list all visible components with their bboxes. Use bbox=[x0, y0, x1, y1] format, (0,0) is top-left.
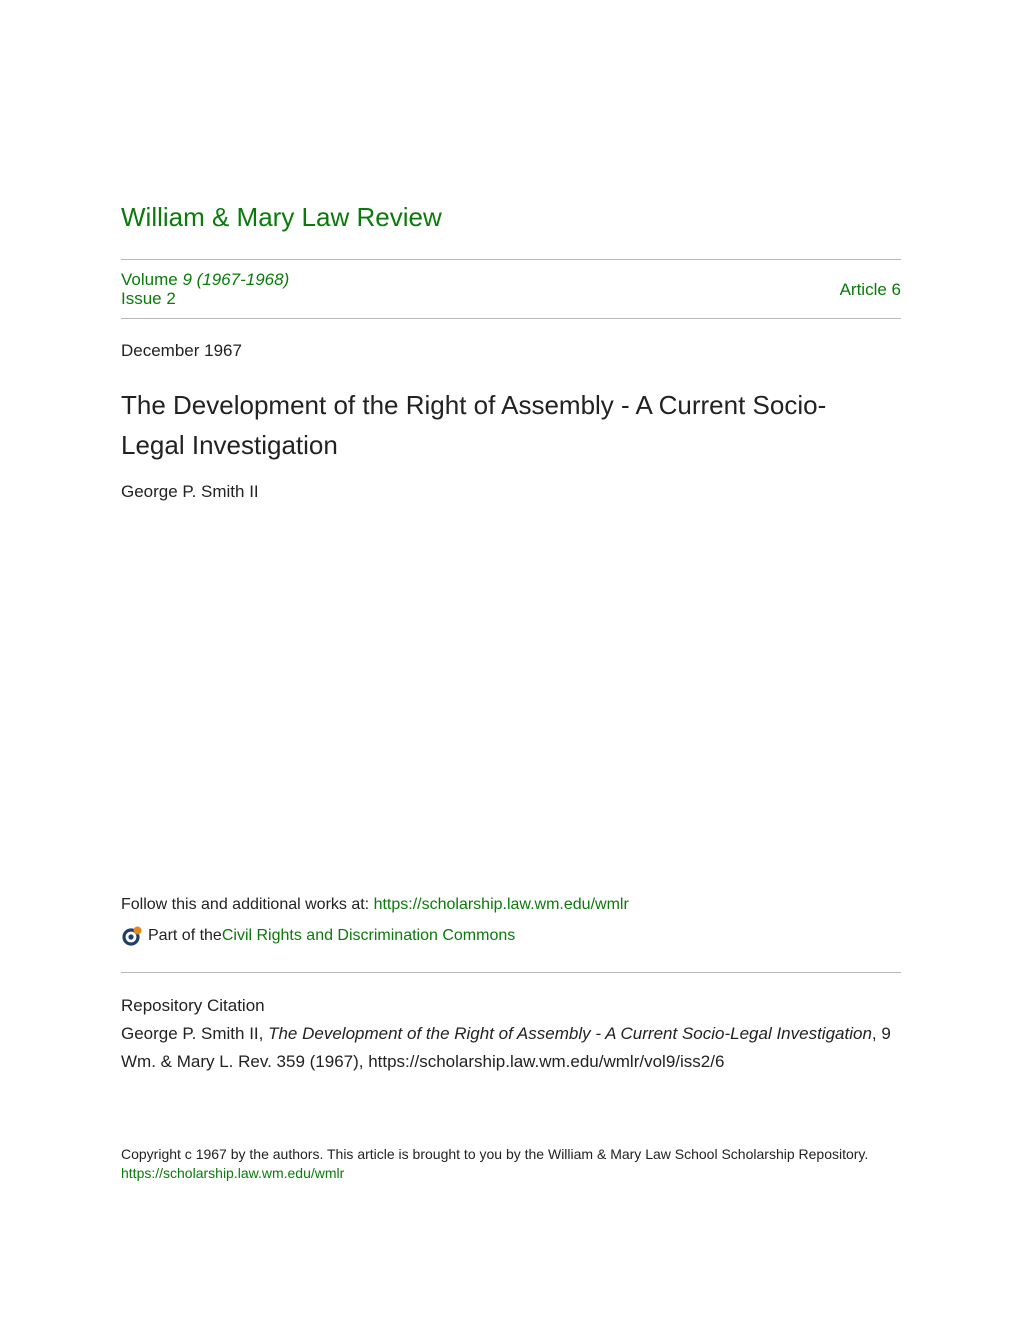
citation-author: George P. Smith II, bbox=[121, 1024, 269, 1043]
part-prefix: Part of the bbox=[148, 927, 222, 944]
issue-link[interactable]: Issue 2 bbox=[121, 289, 176, 308]
copyright-text: Copyright c 1967 by the authors. This article is brought to you by the William & Mary Law School Scholarship Repository. bbox=[121, 1146, 869, 1162]
follow-prefix: Follow this and additional works at: bbox=[121, 896, 374, 913]
citation-body bbox=[121, 1020, 903, 1075]
footer-url-link[interactable]: https://scholarship.law.wm.edu/wmlr bbox=[121, 1164, 345, 1181]
volume-line[interactable] bbox=[121, 270, 289, 289]
volume-issue-block bbox=[121, 270, 289, 308]
citation-rest: , 9 Wm. & Mary L. Rev. 359 (1967), https://scholarship.law.wm.edu/wmlr/vol9/iss2/6 bbox=[121, 1024, 891, 1071]
copyright-notice bbox=[121, 1145, 881, 1182]
article-number-link[interactable]: Article 6 bbox=[839, 280, 901, 299]
citation-title: The Development of the Right of Assembly - A Current Socio-Legal Investigation bbox=[268, 1024, 872, 1043]
follow-line bbox=[121, 896, 629, 914]
commons-link[interactable]: Civil Rights and Discrimination Commons bbox=[221, 927, 516, 944]
cover-page bbox=[121, 0, 901, 1320]
volume-label: Volume bbox=[121, 270, 178, 289]
network-commons-icon bbox=[121, 925, 143, 947]
divider bbox=[121, 972, 901, 973]
part-of-line bbox=[121, 925, 515, 947]
author-name: George P. Smith II bbox=[121, 482, 259, 501]
journal-title-link[interactable]: William & Mary Law Review bbox=[121, 202, 442, 232]
divider bbox=[121, 318, 901, 319]
divider bbox=[121, 259, 901, 260]
article-title: The Development of the Right of Assembly - A Current Socio-Legal Investigation bbox=[121, 390, 827, 460]
volume-value: 9 (1967-1968) bbox=[182, 270, 290, 289]
citation-heading: Repository Citation bbox=[121, 996, 265, 1015]
follow-url-link[interactable]: https://scholarship.law.wm.edu/wmlr bbox=[373, 896, 629, 913]
publication-date: December 1967 bbox=[121, 341, 242, 360]
